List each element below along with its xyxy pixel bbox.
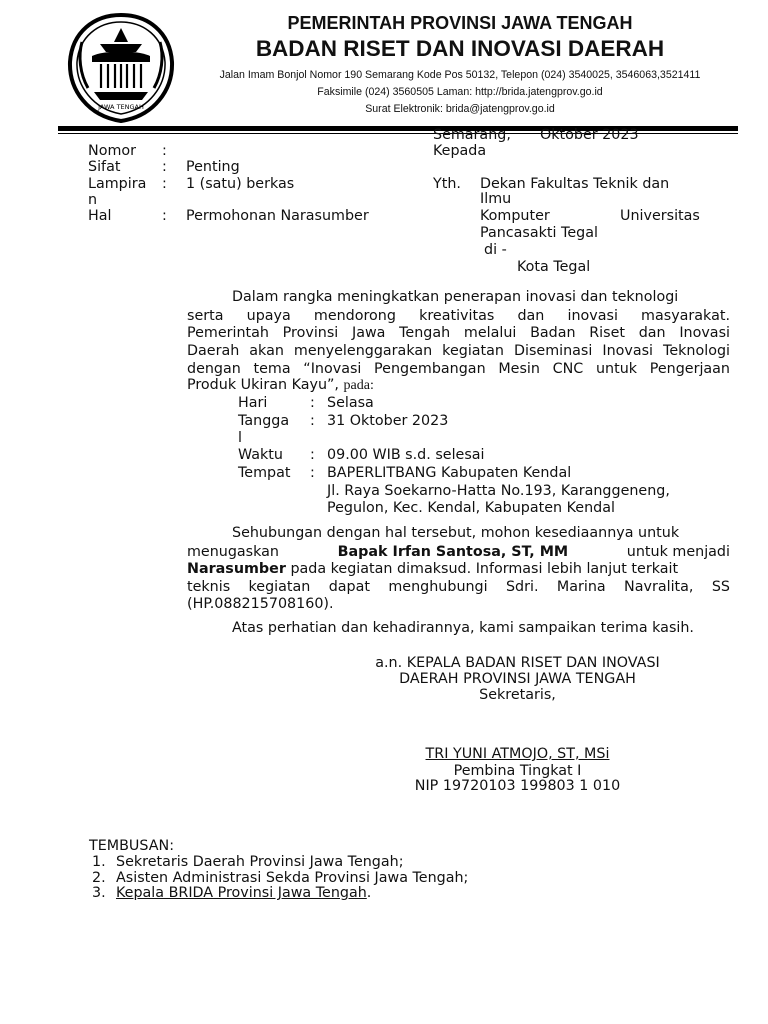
tembusan-item-2-number: 2. [92,870,106,886]
hari-label: Hari [238,395,268,411]
letterhead-agency: BADAN RISET DAN INOVASI DAERAH [255,36,665,61]
para1-line-1: Dalam rangka meningkatkan penerapan inovasi dan teknologi [232,289,679,305]
provincial-logo [64,12,178,124]
para2-line-3-rest: pada kegiatan dimaksud. Informasi lebih lanjut terkait [290,561,679,577]
para2-line-5: (HP.088215708160). [187,596,334,612]
tempat-value-2: Jl. Raya Soekarno-Hatta No.193, Karanggeneng, [327,483,670,499]
letterhead-government: PEMERINTAH PROVINSI JAWA TENGAH [287,13,633,33]
tempat-colon: : [310,465,315,481]
tembusan-title: TEMBUSAN: [89,838,175,854]
signature-line-2: DAERAH PROVINSI JAWA TENGAH [399,671,636,687]
para1-line-3: Pemerintah Provinsi Jawa Tengah melalui Badan Riset dan Inovasi [187,325,730,341]
kepada-label: Kepada [433,143,487,159]
sifat-value: Penting [186,159,240,175]
para1-line-4: Daerah akan menyelenggarakan kegiatan Diseminasi Inovasi Teknologi [187,343,730,359]
tembusan-item-3-wrap [116,885,371,901]
para1-line-6 [187,377,374,394]
tembusan-item-3-number: 3. [92,885,106,901]
para1-line-5: dengan tema “Inovasi Pengembangan Mesin CNC untuk Pengerjaan [187,361,730,377]
tempat-value-1: BAPERLITBANG Kabupaten Kendal [327,465,572,481]
hal-colon: : [162,208,167,224]
tembusan-item-2: Asisten Administrasi Sekda Provinsi Jawa Tengah; [116,870,469,886]
tanggal-value: 31 Oktober 2023 [327,413,449,429]
recipient-line-1: Dekan Fakultas Teknik dan [480,176,670,192]
sifat-colon: : [162,159,167,175]
recipient-line-3a: Komputer [480,208,550,224]
tanggal-label: Tangga [238,413,290,429]
tempat-value-3: Pegulon, Kec. Kendal, Kabupaten Kendal [327,500,615,516]
waktu-label: Waktu [238,447,283,463]
place-month-year: Oktober 2023 [540,127,639,143]
hal-value: Permohonan Narasumber [186,208,369,224]
tanggal-label-wrap: l [238,430,242,446]
para2-line-3 [187,561,678,577]
letterhead-fax-website: Faksimile (024) 3560505 Laman: http://brida.jatengprov.go.id [317,86,603,98]
lampiran-label-wrap: n [88,192,98,208]
recipient-di: di - [484,242,507,258]
lampiran-colon: : [162,176,167,192]
waktu-value: 09.00 WIB s.d. selesai [327,447,485,463]
signatory-rank: Pembina Tingkat I [453,763,582,779]
recipient-city: Kota Tegal [517,259,591,275]
signature-line-1: a.n. KEPALA BADAN RISET DAN INOVASI [375,655,660,671]
tembusan-item-1: Sekretaris Daerah Provinsi Jawa Tengah; [116,854,404,870]
signatory-nip: NIP 19720103 199803 1 010 [414,778,621,794]
para2-line-4: teknis kegiatan dapat menghubungi Sdri. Marina Navralita, SS [187,579,730,595]
lampiran-label: Lampira [88,176,147,192]
para1-line-2: serta upaya mendorong kreativitas dan inovasi masyarakat. [187,308,730,324]
nomor-label: Nomor [88,143,136,159]
speaker-name: Bapak Irfan Santosa, ST, MM [337,544,569,560]
letterhead-address: Jalan Imam Bonjol Nomor 190 Semarang Kode Pos 50132, Telepon (024) 3540025, 3546063,3521411 [219,69,701,81]
svg-text:JAWA TENGAH: JAWA TENGAH [98,103,144,111]
yth-label: Yth. [433,176,461,192]
signatory-name-wrap [300,746,735,762]
tembusan-item-3-link[interactable]: Kepala BRIDA Provinsi Jawa Tengah [116,885,367,901]
nomor-colon: : [162,143,167,159]
closing-paragraph: Atas perhatian dan kehadirannya, kami sampaikan terima kasih. [232,620,694,636]
para2-to-become: untuk menjadi [626,544,730,560]
para1-pada: pada: [343,378,374,393]
waktu-colon: : [310,447,315,463]
tembusan-item-3-period: . [366,885,372,901]
signature-title: Sekretaris, [479,687,556,703]
recipient-line-4: Pancasakti Tegal [480,225,598,241]
para2-assign: menugaskan [187,544,279,560]
tempat-label: Tempat [238,465,291,481]
para2-line-1: Sehubungan dengan hal tersebut, mohon kesediaannya untuk [232,525,680,541]
letterhead-email: Surat Elektronik: brida@jatengprov.go.id [365,103,555,115]
lampiran-value: 1 (satu) berkas [186,176,295,192]
signatory-name: TRI YUNI ATMOJO, ST, MSi [425,746,610,762]
sifat-label: Sifat [88,159,121,175]
recipient-line-3b: Universitas [620,208,700,224]
tanggal-colon: : [310,413,315,429]
jawa-tengah-emblem-icon [64,12,178,124]
recipient-line-2: Ilmu [480,191,512,207]
hari-value: Selasa [327,395,374,411]
role-narasumber: Narasumber [187,561,286,577]
place-city: Semarang, [433,127,511,143]
para1-theme-end: Produk Ukiran Kayu”, [187,377,339,393]
para2-line-2 [187,543,730,561]
hari-colon: : [310,395,315,411]
tembusan-item-1-number: 1. [92,854,106,870]
hal-label: Hal [88,208,112,224]
